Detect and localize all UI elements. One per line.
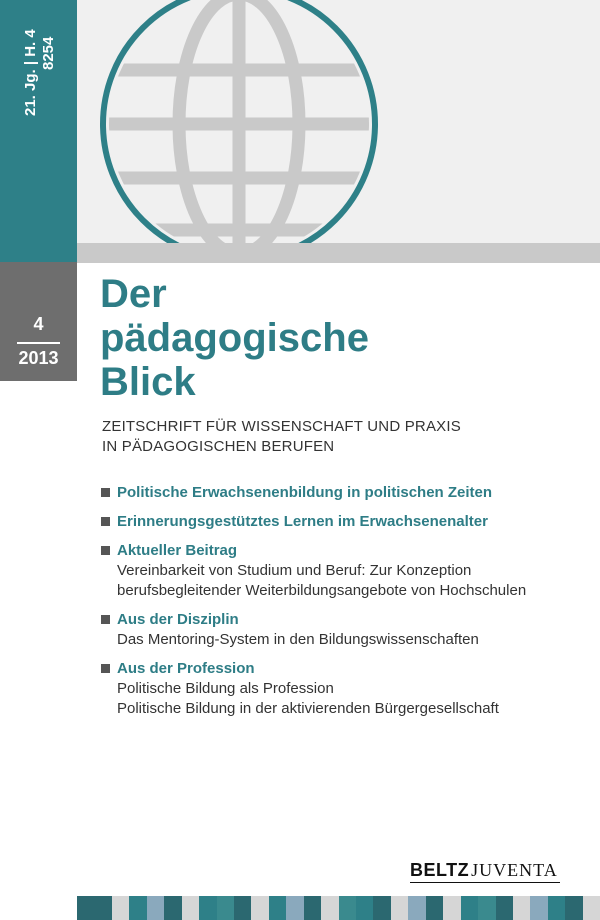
stripe-segment [129,896,146,920]
toc-item [100,512,590,532]
subtitle-line: IN PÄDAGOGISCHEN BERUFEN [102,438,335,455]
stripe-segment [583,896,600,920]
publisher-name-part1: BELTZ [410,860,470,880]
table-of-contents [100,483,590,728]
stripe-segment [548,896,565,920]
toc-heading: Politische Erwachsenenbildung in politischen Zeiten [117,484,493,501]
stripe-segment [373,896,390,920]
stripe-segment [304,896,321,920]
square-bullet-icon [101,546,110,555]
title-line: Der [100,272,167,316]
publisher-underline [410,882,560,883]
journal-code-label: 8254 [40,36,57,70]
issue-year: 2013 [18,348,59,368]
toc-line: Politische Bildung als Profession [117,680,334,697]
stripe-segment [217,896,234,920]
publisher-logo [410,860,558,881]
toc-heading: Aus der Profession [117,660,255,677]
globe-panel [77,0,600,243]
stripe-segment [565,896,582,920]
toc-item [100,610,590,650]
stripe-segment [321,896,338,920]
toc-line: Politische Bildung in der aktivierenden Bürgergesellschaft [117,700,499,717]
stripe-segment [251,896,268,920]
toc-heading: Aktueller Beitrag [117,542,238,559]
square-bullet-icon [101,488,110,497]
stripe-segment [234,896,251,920]
toc-item [100,541,590,601]
stripe-segment [461,896,478,920]
side-vertical-labels [4,0,74,262]
title-line: pädagogische [100,316,369,360]
stripe-segment [164,896,181,920]
stripe-segment [269,896,286,920]
journal-subtitle [102,417,461,457]
bottom-color-stripe [77,896,600,920]
toc-heading: Erinnerungsgestütztes Lernen im Erwachsenenalter [117,513,488,530]
stripe-segment [478,896,495,920]
issue-block [0,262,77,381]
globe-icon [77,0,600,243]
stripe-segment [530,896,547,920]
stripe-segment [112,896,129,920]
stripe-segment [391,896,408,920]
stripe-segment [77,896,94,920]
stripe-segment [443,896,460,920]
stripe-segment [339,896,356,920]
stripe-segment [286,896,303,920]
stripe-segment [182,896,199,920]
header-grey-strip [77,243,600,263]
toc-line: Das Mentoring-System in den Bildungswissenschaften [117,631,479,648]
toc-line: berufsbegleitender Weiterbildungsangebote von Hochschulen [117,582,527,599]
volume-issue-label: 21. Jg. | H. 4 [22,29,39,116]
stripe-segment [199,896,216,920]
square-bullet-icon [101,664,110,673]
stripe-segment [94,896,111,920]
title-line: Blick [100,360,196,404]
toc-item [100,483,590,503]
stripe-segment [426,896,443,920]
publisher-name-part2: JUVENTA [471,860,558,880]
side-color-block [0,0,77,262]
subtitle-line: ZEITSCHRIFT FÜR WISSENSCHAFT UND PRAXIS [102,418,461,435]
issue-divider [17,342,60,344]
issue-number: 4 [33,314,44,334]
stripe-segment [408,896,425,920]
toc-heading: Aus der Disziplin [117,611,239,628]
stripe-segment [513,896,530,920]
stripe-segment [496,896,513,920]
stripe-segment [356,896,373,920]
stripe-segment [147,896,164,920]
square-bullet-icon [101,517,110,526]
toc-line: Vereinbarkeit von Studium und Beruf: Zur Konzeption [117,562,472,579]
toc-item [100,659,590,719]
square-bullet-icon [101,615,110,624]
journal-title [100,272,369,404]
